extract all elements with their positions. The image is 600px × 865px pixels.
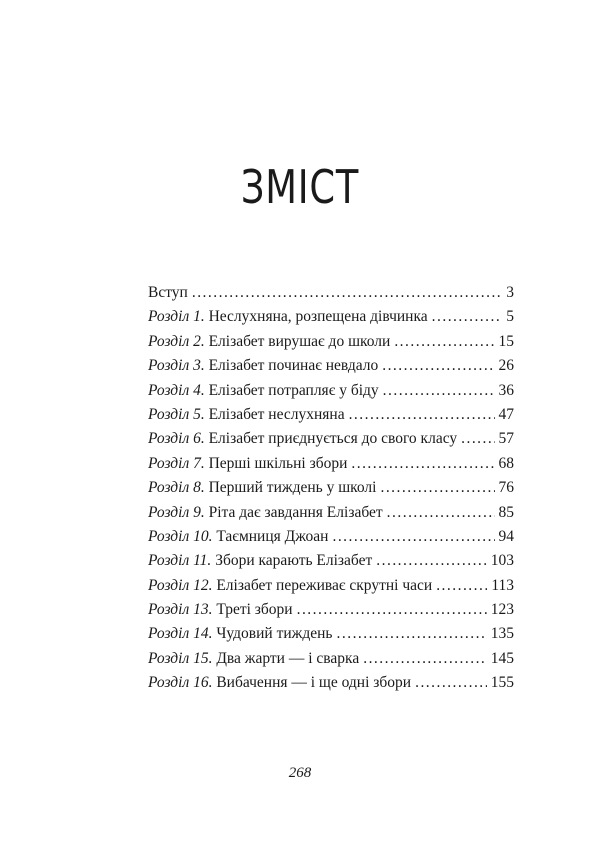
toc-leader-dots	[380, 479, 494, 497]
toc-chapter-title: Вибачення — і ще одні збори	[212, 674, 412, 692]
toc-chapter-prefix: Розділ 4.	[148, 381, 205, 399]
toc-page-number: 76	[498, 479, 514, 497]
toc-entry	[148, 674, 514, 698]
toc-chapter-prefix: Розділ 6.	[148, 430, 205, 448]
toc-entry	[148, 382, 514, 406]
toc-entry	[148, 284, 514, 308]
toc-entry-label	[148, 284, 188, 302]
toc-entry-label	[148, 625, 333, 643]
toc-leader-dots	[332, 528, 494, 546]
toc-entry	[148, 552, 514, 576]
toc-chapter-title: Неслухняна, розпещена дівчинка	[204, 308, 428, 326]
toc-entry-label	[148, 577, 432, 595]
toc-leader-dots	[383, 382, 495, 400]
toc-entry	[148, 650, 514, 674]
toc-chapter-prefix: Розділ 13.	[148, 601, 213, 619]
toc-chapter-prefix: Розділ 12.	[148, 576, 213, 594]
toc-leader-dots	[351, 455, 494, 473]
toc-entry	[148, 479, 514, 503]
toc-leader-dots	[415, 674, 487, 692]
toc-page-number: 94	[498, 527, 514, 545]
toc-entry	[148, 625, 514, 649]
toc-page-number: 155	[490, 674, 514, 692]
toc-chapter-title: Вступ	[148, 284, 188, 301]
toc-chapter-prefix: Розділ 3.	[148, 357, 205, 375]
toc-chapter-title: Два жарти — і сварка	[212, 649, 360, 667]
toc-chapter-prefix: Розділ 5.	[148, 405, 205, 423]
toc-leader-dots	[382, 357, 494, 375]
toc-chapter-title: Елізабет приєднується до свого класу	[204, 430, 458, 448]
toc-leader-dots	[394, 333, 494, 351]
toc-entry-label	[148, 650, 359, 668]
toc-chapter-prefix: Розділ 16.	[148, 674, 213, 692]
toc-entry-label	[148, 552, 372, 570]
toc-entry-label	[148, 504, 383, 522]
toc-entry-label	[148, 357, 378, 375]
toc-chapter-prefix: Розділ 11.	[148, 552, 212, 570]
toc-entry	[148, 333, 514, 357]
toc-chapter-prefix: Розділ 7.	[148, 454, 205, 472]
toc-page-number: 57	[498, 430, 514, 448]
toc-chapter-title: Треті збори	[212, 601, 293, 619]
toc-leader-dots	[363, 650, 487, 668]
toc-chapter-title: Елізабет переживає скрутні часи	[212, 576, 433, 594]
toc-chapter-title: Збори карають Елізабет	[211, 552, 373, 570]
toc-chapter-prefix: Розділ 14.	[148, 625, 213, 643]
toc-leader-dots	[376, 552, 486, 570]
toc-chapter-prefix: Розділ 8.	[148, 479, 205, 497]
toc-chapter-title: Елізабет починає невдало	[204, 357, 379, 375]
toc-entry-label	[148, 382, 379, 400]
toc-entry-label	[148, 430, 457, 448]
toc-page-number: 123	[490, 601, 514, 619]
toc-chapter-title: Таємниця Джоан	[212, 527, 329, 545]
toc-entry-label	[148, 406, 345, 424]
toc-entry	[148, 308, 514, 332]
toc-entry-label	[148, 528, 328, 546]
toc-page-number: 103	[490, 552, 514, 570]
toc-page-number: 36	[498, 381, 514, 399]
toc-page-number: 145	[490, 649, 514, 667]
toc-page-number: 85	[498, 503, 514, 521]
page-title: ЗМІСТ	[240, 160, 360, 214]
toc-entry-label	[148, 333, 390, 351]
toc-chapter-prefix: Розділ 2.	[148, 332, 205, 350]
toc-chapter-title: Елізабет вирушає до школи	[204, 332, 391, 350]
toc-leader-dots	[192, 284, 502, 302]
toc-chapter-title: Чудовий тиждень	[212, 625, 333, 643]
toc-entry	[148, 504, 514, 528]
toc-entry	[148, 430, 514, 454]
toc-page-number: 47	[498, 405, 514, 423]
toc-chapter-prefix: Розділ 15.	[148, 649, 213, 667]
toc-entry	[148, 528, 514, 552]
toc-entry-label	[148, 479, 376, 497]
toc-page-number: 135	[490, 625, 514, 643]
toc-page-number: 3	[506, 284, 514, 301]
toc-entry-label	[148, 308, 428, 326]
page-number: 268	[288, 765, 312, 781]
toc-leader-dots	[297, 601, 487, 619]
toc-chapter-title: Перший тиждень у школі	[204, 479, 377, 497]
toc-leader-dots	[461, 430, 494, 448]
toc-chapter-title: Елізабет неслухняна	[204, 405, 345, 423]
toc-leader-dots	[337, 625, 487, 643]
toc-leader-dots	[432, 308, 503, 326]
toc-entry-label	[148, 601, 293, 619]
toc-chapter-prefix: Розділ 10.	[148, 527, 213, 545]
toc-chapter-title: Елізабет потрапляє у біду	[204, 381, 379, 399]
toc-entry	[148, 577, 514, 601]
toc-entry	[148, 357, 514, 381]
toc-entry-label	[148, 455, 347, 473]
toc-page-number: 5	[506, 308, 514, 326]
toc-chapter-title: Ріта дає завдання Елізабет	[204, 503, 383, 521]
toc-page-number: 113	[491, 576, 514, 594]
toc-entry	[148, 455, 514, 479]
toc-chapter-title: Перші шкільні збори	[204, 454, 348, 472]
toc-page-number: 68	[498, 454, 514, 472]
toc-entry	[148, 601, 514, 625]
toc-leader-dots	[436, 577, 487, 595]
toc-chapter-prefix: Розділ 9.	[148, 503, 205, 521]
toc-chapter-prefix: Розділ 1.	[148, 308, 205, 326]
table-of-contents	[148, 284, 514, 699]
toc-entry	[148, 406, 514, 430]
toc-page-number: 15	[498, 332, 514, 350]
toc-leader-dots	[349, 406, 495, 424]
toc-page-number: 26	[498, 357, 514, 375]
toc-entry-label	[148, 674, 411, 692]
toc-leader-dots	[387, 504, 495, 522]
